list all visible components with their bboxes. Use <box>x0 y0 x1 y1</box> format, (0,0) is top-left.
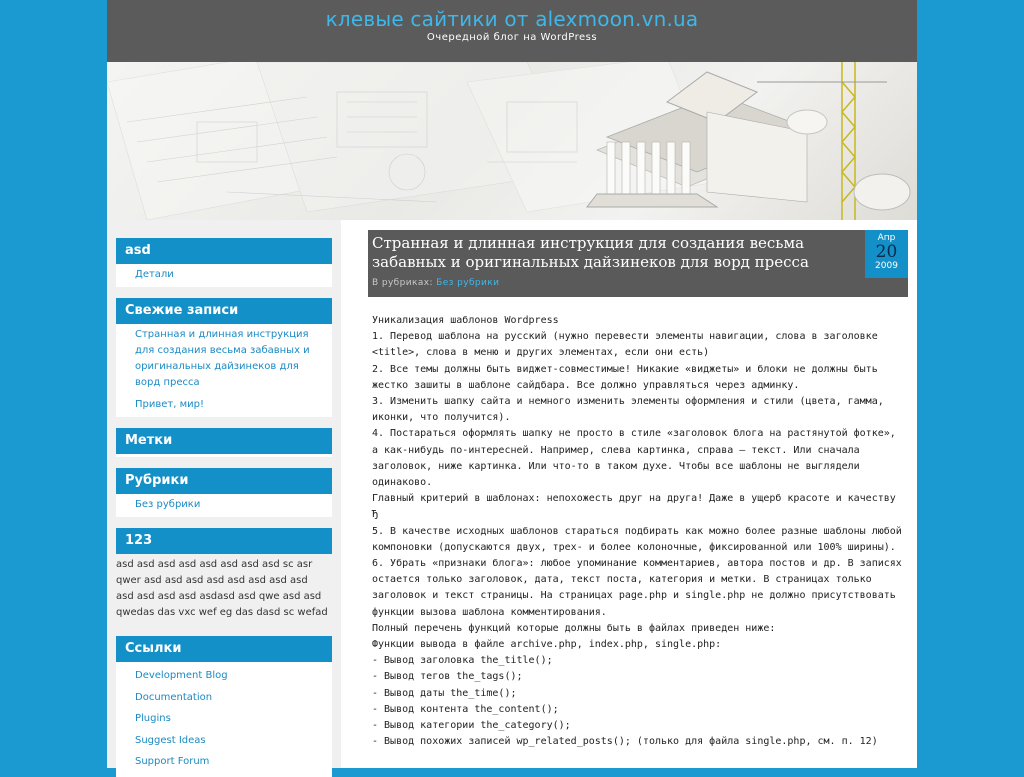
date-month: Апр <box>877 233 896 243</box>
widget-asd <box>116 238 332 287</box>
widget-links <box>116 636 332 777</box>
recent-post-link[interactable]: Привет, мир! <box>135 399 204 410</box>
main-content <box>368 230 908 750</box>
post-title[interactable]: Странная и длинная инструкция для создания весьма забавных и оригинальных дайзинеков для ворд пресса <box>372 234 809 271</box>
post-date-badge <box>865 230 908 278</box>
link-support-forum[interactable]: Support Forum <box>135 756 210 767</box>
header-banner-image <box>107 62 917 220</box>
widget-body <box>116 494 332 517</box>
widget-body <box>116 264 332 287</box>
link-details[interactable]: Детали <box>135 269 174 280</box>
site-title[interactable]: клевые сайтики от alexmoon.vn.ua <box>325 7 699 31</box>
recent-post-link[interactable]: Странная и длинная инструкция для создания весьма забавных и оригинальных дайзинеков для ворд пресса <box>135 329 310 388</box>
link-development-blog[interactable]: Development Blog <box>135 670 228 681</box>
widget-title: Свежие записи <box>116 298 332 324</box>
widget-text-content: asd asd asd asd asd asd asd asd sc asr qwer asd asd asd asd asd asd asd asd asd asd asd asd asdasd asd qwe asd asd qwedas das vxc wef eg das dasd sc wefad <box>116 559 328 618</box>
link-suggest-ideas[interactable]: Suggest Ideas <box>135 734 206 746</box>
post-paragraph: Главный критерий в шаблонах: непохожесть друг на друга! Даже в ущерб красоте и качеству Ђ <box>372 493 896 521</box>
post-category-link[interactable]: Без рубрики <box>436 278 500 288</box>
post-header <box>368 230 908 297</box>
post-paragraph: 3. Изменить шапку сайта и немного изменить элементы оформления и стили (цвета, гамма, иконки, что получится). <box>372 396 884 424</box>
widget-body <box>116 454 332 457</box>
post-paragraph: - Вывод похожих записей wp_related_posts(); (только для файла single.php, см. п. 12) <box>372 736 878 748</box>
widget-title: Рубрики <box>116 468 332 494</box>
post-meta-label: В рубриках: <box>372 278 433 288</box>
post-paragraph: Полный перечень функций которые должны быть в файлах приведен ниже: <box>372 622 776 634</box>
post-meta <box>372 278 499 288</box>
category-link[interactable]: Без рубрики <box>135 499 201 510</box>
widget-title: Ссылки <box>116 636 332 662</box>
widget-title: 123 <box>116 528 332 554</box>
widget-body <box>116 324 332 417</box>
page-wrapper <box>107 0 917 768</box>
post-paragraph: 6. Убрать «признаки блога»: любое упоминание комментариев, автора постов и др. В записях остается только заголовок, дата, текст поста, категория и метки. В страницах только заголовок и текст страницы. На страницах page.php и single.php не должно присутствовать функции вызова шаблона комментирования. <box>372 558 902 618</box>
post-paragraph: - Вывод заголовка the_title(); <box>372 655 553 667</box>
blueprint-temple-illustration <box>107 62 917 220</box>
post-paragraph: 4. Постараться оформлять шапку не просто в стиле «заголовок блога на растянутой фотке», а как-нибудь по-интересней. Например, слева картинка, справа – текст. Или сначала заголовок, ниже картинка. Или что-то в таком духе. Чтобы все шаблоны не выглядели одинаково. <box>372 428 896 489</box>
post-paragraph: Функции вывода в файле archive.php, index.php, single.php: <box>372 639 722 651</box>
widget-categories <box>116 468 332 517</box>
link-documentation[interactable]: Documentation <box>135 691 213 703</box>
widget-tags <box>116 428 332 457</box>
date-year: 2009 <box>875 261 898 271</box>
post-body <box>368 313 908 750</box>
widget-recent-posts <box>116 298 332 417</box>
link-plugins[interactable]: Plugins <box>135 713 171 724</box>
post-paragraph: Уникализация шаблонов Wordpress <box>372 315 559 326</box>
widget-title: Метки <box>116 428 332 454</box>
post-paragraph: 1. Перевод шаблона на русский (нужно перевести элементы навигации, слова в заголовке <title>, слова в меню и других элементах, если они есть) <box>372 331 878 359</box>
widget-text-123 <box>116 528 332 625</box>
post-paragraph: - Вывод тегов the_tags(); <box>372 671 523 683</box>
post-paragraph: - Вывод контента the_content(); <box>372 703 559 715</box>
post-paragraph: 2. Все темы должны быть виджет-совместимые! Никакие «виджеты» и блоки не должны быть жестко зашиты в шаблоне сайдбара. Все должно управляться через админку. <box>372 363 878 391</box>
site-description: Очередной блог на WordPress <box>426 32 598 43</box>
widget-body <box>116 662 332 777</box>
post-paragraph: 5. В качестве исходных шаблонов стараться подбирать как можно более разные шаблоны любой компоновки (допускаются двух, трех- и более колоночные, фиксированной или 100% ширины). <box>372 525 902 553</box>
widget-title: asd <box>116 238 332 264</box>
post-paragraph: - Вывод категории the_category(); <box>372 720 571 732</box>
site-header <box>107 0 917 62</box>
date-day: 20 <box>875 242 898 262</box>
sidebar <box>107 220 341 768</box>
post-paragraph: - Вывод даты the_time(); <box>372 687 517 699</box>
